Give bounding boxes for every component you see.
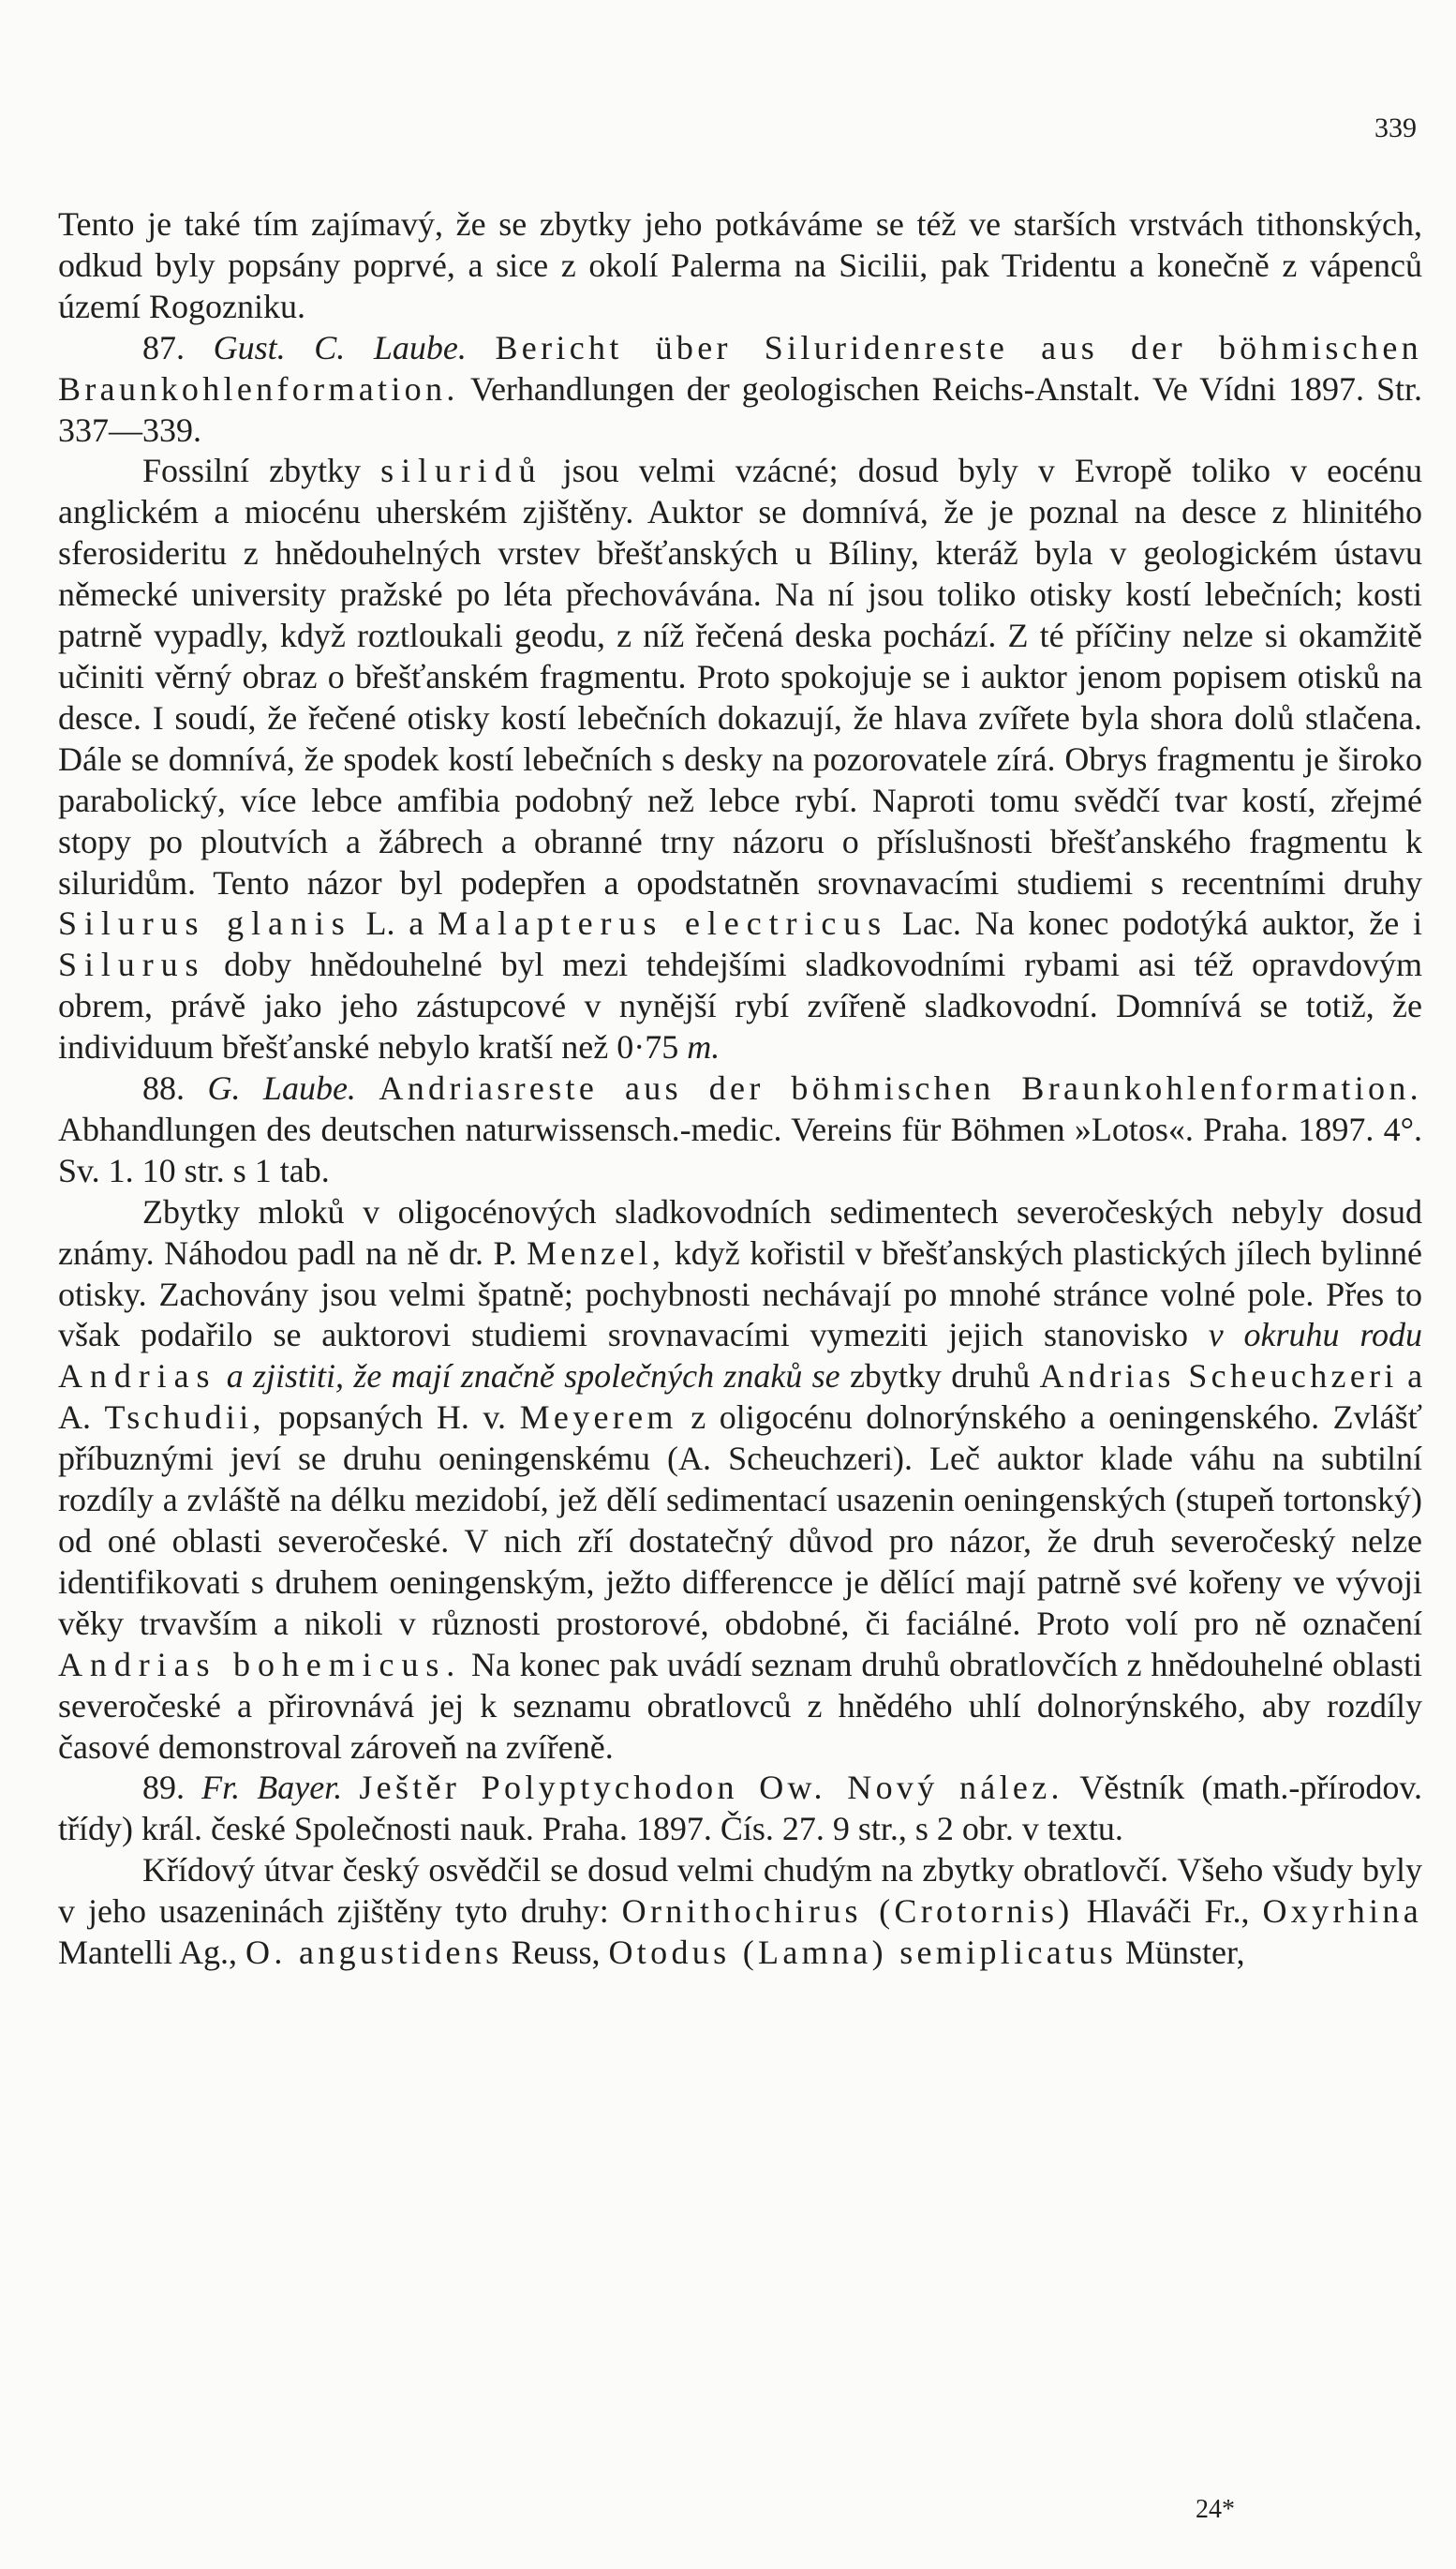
reference-source: Abhandlungen des deutschen naturwissensch.-medic. Vereins für Böhmen »Lotos«. Praha. 1897. 4°. Sv. 1. 10 str. s 1 tab. xyxy=(58,1110,1422,1189)
measurement-unit: m. xyxy=(687,1028,721,1067)
taxon-term: Tschudii, xyxy=(104,1398,265,1437)
taxon-term: Andrias bohemicus. xyxy=(58,1645,463,1683)
reference-source: Věstník (math.-přírodov. třídy) král. české Společnosti nauk. Praha. 1897. Čís. 27. 9 str., s 2 obr. v textu. xyxy=(58,1769,1422,1848)
reference-89 xyxy=(58,1768,1422,1850)
taxon-term: Malapterus electricus xyxy=(438,904,889,943)
page-body xyxy=(58,204,1422,1974)
reference-source: Verhandlungen der geologischen Reichs-Anstalt. Ve Vídni 1897. Str. 337—339. xyxy=(58,369,1422,449)
page-number: 339 xyxy=(1374,112,1417,143)
person-name: Menzel, xyxy=(527,1233,665,1272)
reference-author: Fr. Bayer. xyxy=(201,1769,343,1807)
taxon-term: Otodus (Lamna) semiplicatus xyxy=(608,1934,1118,1972)
reference-title: Bericht über Siluridenreste aus der böhmischen Braunkohlenformation. xyxy=(58,328,1422,408)
reference-author: Gust. C. Laube. xyxy=(213,328,467,366)
taxon-term: Ornithochirus (Crotornis) xyxy=(621,1892,1074,1931)
taxon-term: siluridů xyxy=(380,452,543,490)
reference-number: 89. xyxy=(142,1769,185,1807)
summary-89: Křídový útvar český osvědčil se dosud velmi chudým na zbytky obratlovčí. Všeho všudy byly v jeho usazeninách zjištěny tyto druhy: Ornithochirus (Crotornis) Hlaváči Fr., Oxyrhina Mantelli Ag., O. angustidens Reuss, Otodus (Lamna) semiplicatus Münster, xyxy=(58,1851,1422,1972)
person-name: Meyerem xyxy=(519,1398,677,1437)
taxon-term: Oxyrhina xyxy=(1262,1892,1422,1931)
continuation-paragraph: Tento je také tím zajímavý, že se zbytky jeho potkáváme se též ve starších vrstvách tithonských, odkud byly popsány poprvé, a sice z okolí Palerma na Sicilii, pak Tridentu a konečně z vápenců území Rogozniku. xyxy=(58,205,1422,325)
taxon-term: Silurus xyxy=(58,946,206,984)
measurement: 0·75 xyxy=(617,1028,679,1067)
taxon-term: Silurus glanis xyxy=(58,904,352,943)
taxon-term: Andrias Scheuchzeri xyxy=(1039,1357,1398,1396)
reference-title: Andriasreste aus der böhmischen Braunkohlenformation. xyxy=(379,1069,1423,1108)
reference-number: 87. xyxy=(142,328,185,366)
reference-87 xyxy=(58,328,1422,452)
summary-87: Fossilní zbytky siluridů jsou velmi vzácné; dosud byly v Evropě toliko v eocénu anglickém a miocénu uherském zjištěny. Auktor se domnívá, že je poznal na desce z hlinitého sferosideritu z hnědouhelných vrstev břešťanských u Bíliny, kteráž byla v geologickém ústavu německé university pražské po léta přechovávána. Na ní jsou toliko otisky kostí lebečních; kosti patrně vypadly, když roztloukali geodu, z níž řečená deska pochází. Z té příčiny nelze si okamžitě učiniti věrný obraz o břešťanském fragmentu. Proto spokojuje se i auktor jenom popisem otisků na desce. I soudí, že řečené otisky kostí lebečních dokazují, že hlava zvířete byla shora dolů stlačena. Dále se domnívá, že spodek kostí lebečních s desky na pozorovatele zírá. Obrys fragmentu je široko parabolický, více lebce amfibia podobný než lebce rybí. Naproti tomu svědčí tvar kostí, zřejmé stopy po ploutvích a žábrech a obranné trny názoru o příslušnosti břešťanského fragmentu k siluridům. Tento názor byl podepřen a opodstatněn srovnavacími studiemi s recentními druhy Silurus glanis L. a Malapterus electricus Lac. Na konec podotýká auktor, že i Silurus doby hnědouhelné byl mezi tehdejšími sladkovodními rybami asi též opravdovým obrem, právě jako jeho zástupcové v nynější rybí zvířeně sladkovodní. Domnívá se totiž, že individuum břešťanské nebylo kratší než 0·75 m. xyxy=(58,452,1423,1067)
reference-author: G. Laube. xyxy=(207,1069,356,1108)
reference-number: 88. xyxy=(142,1069,185,1108)
reference-title: Ještěr Polyptychodon Ow. Nový nález. xyxy=(359,1769,1063,1807)
printer-signature-mark: 24* xyxy=(1196,2495,1235,2524)
taxon-term: Andrias xyxy=(58,1357,217,1396)
summary-88: Zbytky mloků v oligocénových sladkovodních sedimentech severočeských nebyly dosud známy. Náhodou padl na ně dr. P. Menzel, když kořistil v břešťanských plastických jílech bylinné otisky. Zachovány jsou velmi špatně; pochybnosti nechávají po mnohé stránce volné pole. Přes to však podařilo se auktorovi studiemi srovnavacími vymeziti jejich stanovisko v okruhu rodu Andrias a zjistiti, že mají značně společných znaků se zbytky druhů Andrias Scheuchzeri a A. Tschudii, popsaných H. v. Meyerem z oligocénu dolnorýnského a oeningenského. Zvlášť příbuznými jeví se druhu oeningenskému (A. Scheuchzeri). Leč auktor klade váhu na subtilní rozdíly a zvláště na délku mezidobí, jež dělí sedimentací usazenin oeningenských (stupeň tortonský) od oné oblasti severočeské. V nich zří dostatečný důvod pro názor, že druh severočeský nelze identifikovati s druhem oeningenským, ježto differencce je dělící mají patrně své kořeny ve vývoji věky trvavším a nikoli v různosti prostorové, obdobné, či faciálné. Proto volí pro ně označení Andrias bohemicus. Na konec pak uvádí seznam druhů obratlovčích z hnědouhelné oblasti severočeské a přirovnává jej k seznamu obratlovců z hnědého uhlí dolnorýnského, aby rozdíly časové demonstroval zároveň na zvířeně. xyxy=(58,1192,1423,1766)
reference-88 xyxy=(58,1068,1422,1192)
taxon-term: O. angustidens xyxy=(245,1934,503,1972)
